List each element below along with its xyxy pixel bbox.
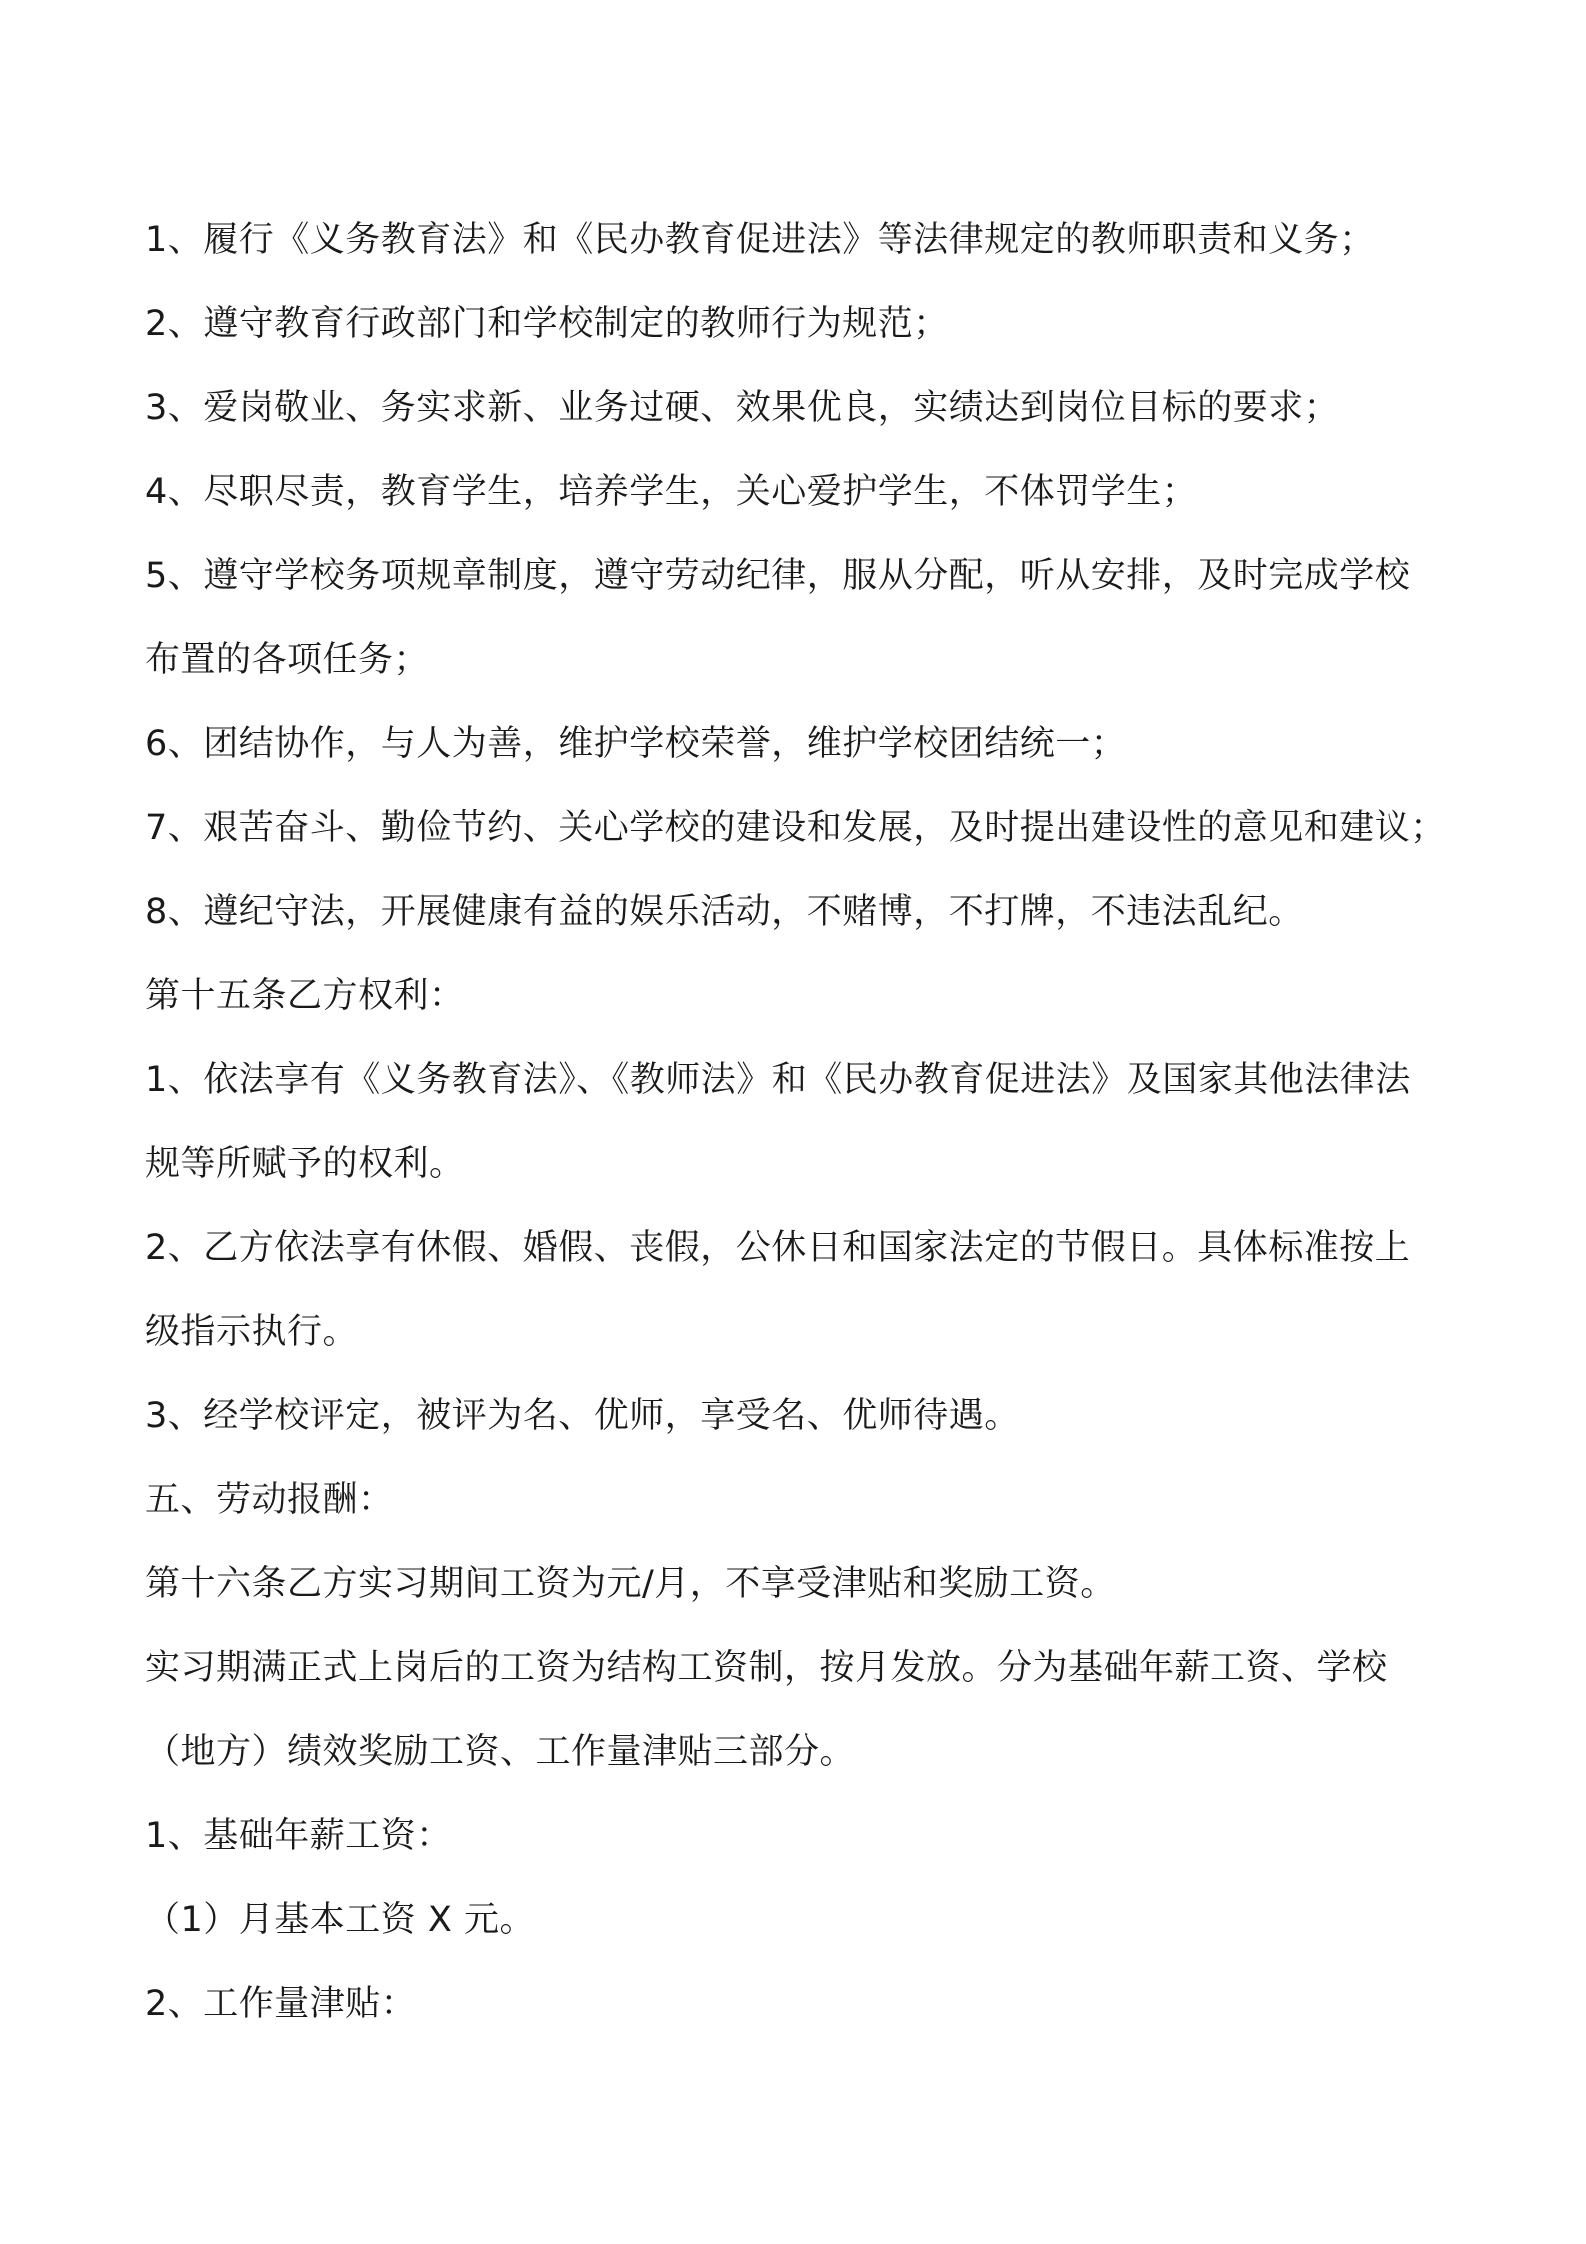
duty-item-6: 6、团结协作，与人为善，维护学校荣誉，维护学校团结统一； [145, 724, 1127, 764]
duty-item-5: 5、遵守学校务项规章制度，遵守劳动纪律，服从分配，听从安排，及时完成学校 [145, 556, 1411, 596]
salary-item-2: 2、工作量津贴： [145, 1984, 417, 2024]
duty-item-5-cont: 布置的各项任务； [145, 640, 430, 680]
salary-item-1: 1、基础年薪工资： [145, 1816, 452, 1856]
rights-item-3: 3、经学校评定，被评为名、优师，享受名、优师待遇。 [145, 1396, 1020, 1436]
salary-structure-text: 实习期满正式上岗后的工资为结构工资制，按月发放。分为基础年薪工资、学校 [145, 1648, 1388, 1688]
rights-item-2: 2、乙方依法享有休假、婚假、丧假，公休日和国家法定的节假日。具体标准按上 [145, 1228, 1411, 1268]
duty-item-4: 4、尽职尽责，教育学生，培养学生，关心爱护学生，不体罚学生； [145, 472, 1198, 512]
document-body [145, 198, 1465, 2046]
article-16-text: 第十六条乙方实习期间工资为元/月，不享受津贴和奖励工资。 [145, 1564, 1116, 1604]
duty-item-7: 7、艰苦奋斗、勤俭节约、关心学校的建设和发展，及时提出建设性的意见和建议； [145, 808, 1446, 848]
rights-item-2-cont: 级指示执行。 [145, 1312, 359, 1352]
duty-item-1: 1、履行《义务教育法》和《民办教育促进法》等法律规定的教师职责和义务； [145, 220, 1375, 260]
rights-item-1-cont: 规等所赋予的权利。 [145, 1144, 465, 1184]
section-5-heading: 五、劳动报酬： [145, 1480, 394, 1520]
salary-structure-text-cont: （地方）绩效奖励工资、工作量津贴三部分。 [145, 1732, 856, 1772]
duty-item-2: 2、遵守教育行政部门和学校制定的教师行为规范； [145, 304, 949, 344]
rights-item-1: 1、依法享有《义务教育法》、《教师法》和《民办教育促进法》及国家其他法律法 [145, 1060, 1411, 1100]
salary-item-1-sub-1: （1）月基本工资 X 元。 [145, 1900, 535, 1940]
duty-item-3: 3、爱岗敬业、务实求新、业务过硬、效果优良，实绩达到岗位目标的要求； [145, 388, 1340, 428]
duty-item-8: 8、遵纪守法，开展健康有益的娱乐活动，不赌博，不打牌，不违法乱纪。 [145, 892, 1304, 932]
article-15-heading: 第十五条乙方权利： [145, 976, 465, 1016]
